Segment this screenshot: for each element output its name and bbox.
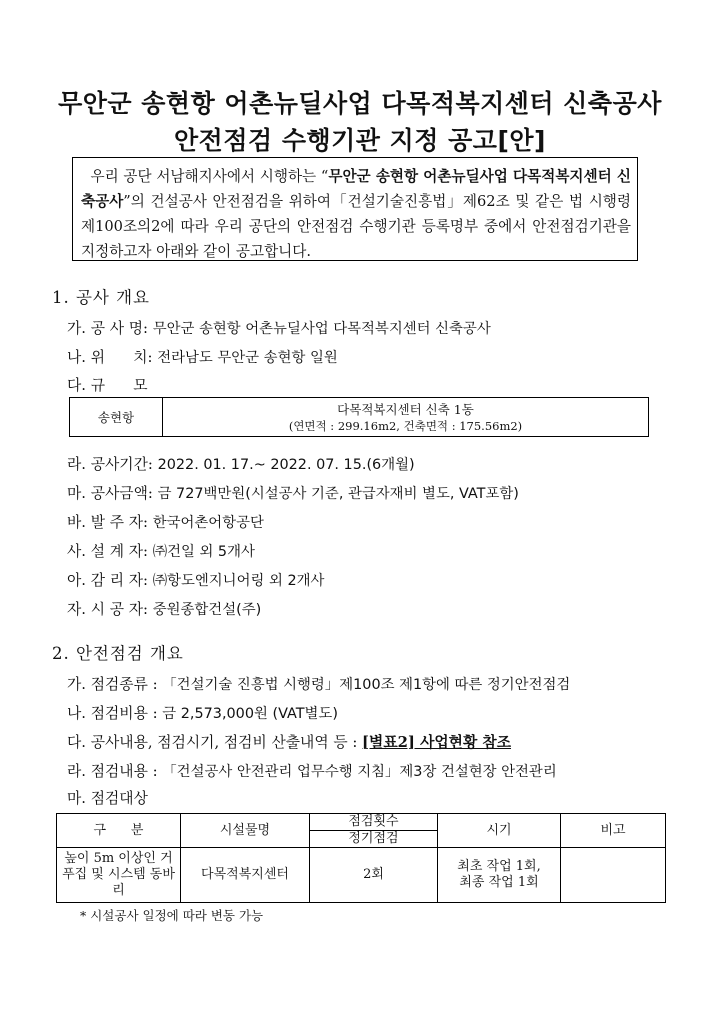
header-remarks: 비고 <box>561 814 666 848</box>
header-count-sub: 정기점검 <box>310 831 438 848</box>
client-label: 바. 발 주 자: <box>67 514 153 531</box>
header-facility: 시설물명 <box>181 814 310 848</box>
row-remarks <box>561 848 666 903</box>
row-timing-last: 최종 작업 1회 <box>459 875 539 890</box>
scale-facility: 다목적복지센터 신축 1동 <box>337 402 474 417</box>
amount-label: 마. 공사금액: <box>67 485 158 502</box>
row-facility: 다목적복지센터 <box>181 848 310 903</box>
contractor-label: 자. 시 공 자: <box>67 601 153 618</box>
inspection-target-label: 마. 점검대상 <box>67 790 148 807</box>
contractor-line <box>67 598 261 619</box>
period-line <box>67 453 415 474</box>
inspection-content-line <box>67 760 557 781</box>
row-timing-first: 최초 작업 1회, <box>457 859 541 874</box>
details-reference: [별표2] 사업현황 참조 <box>362 734 511 751</box>
supervisor-label: 아. 감 리 자: <box>67 572 153 589</box>
supervisor-value: ㈜항도엔지니어링 외 2개사 <box>152 573 325 589</box>
amount-line <box>67 482 519 503</box>
scale-line <box>67 374 148 395</box>
scale-site-cell: 송현항 <box>70 398 163 437</box>
location-value: 전라남도 무안군 송현항 일원 <box>157 350 338 366</box>
location-line <box>67 346 338 367</box>
project-name-value: 무안군 송현항 어촌뉴딜사업 다목적복지센터 신축공사 <box>152 321 491 337</box>
intro-text-2: ”의 건설공사 안전점검을 위하여「건설기술진흥법」제62조 및 같은 법 시행령 제100조의2에 따라 우리 공단의 안전점검 수행기관 등록명부 중에서 안전점검기관을 지정하고자 아래와 같이 공고합니다. <box>81 193 631 260</box>
designer-value: ㈜건일 외 5개사 <box>152 544 255 560</box>
contractor-value: 중원종합건설(주) <box>152 602 262 618</box>
inspection-target-table <box>56 813 666 903</box>
title-line-2: 안전점검 수행기관 지정 공고[안] <box>174 126 546 155</box>
details-line <box>67 731 511 752</box>
details-label: 다. 공사내용, 점검시기, 점검비 산출내역 등 : <box>67 734 363 751</box>
inspection-cost-value: 금 2,573,000원 (VAT별도) <box>162 706 338 722</box>
period-label: 라. 공사기간: <box>67 456 158 473</box>
header-category <box>57 814 181 848</box>
location-label: 나. 위 치: <box>67 349 158 366</box>
intro-text-1: 우리 공단 서남해지사에서 시행하는 “ <box>90 168 329 185</box>
inspection-content-label: 라. 점검내용 : <box>67 763 163 780</box>
inspection-cost-label: 나. 점검비용 : <box>67 705 163 722</box>
title-line-1: 무안군 송현항 어촌뉴딜사업 다목적복지센터 신축공사 <box>58 89 662 118</box>
intro-project-name: 무안군 송현항 어촌뉴딜사업 다목적복지센터 신축공사 <box>81 168 632 210</box>
scale-label: 다. 규 모 <box>67 377 148 394</box>
inspection-content-value: 「건설공사 안전관리 업무수행 지침」제3장 건설현장 안전관리 <box>162 764 557 780</box>
scale-facility-cell <box>163 398 649 437</box>
inspection-type-value: 「건설기술 진흥법 시행령」제100조 제1항에 따른 정기안전점검 <box>162 677 571 693</box>
inspection-cost-line <box>67 702 338 723</box>
row-category: 높이 5m 이상인 거푸집 및 시스템 동바리 <box>57 848 181 903</box>
intro-box <box>72 157 638 261</box>
header-category-text: 구 분 <box>93 822 144 838</box>
amount-value: 금 727백만원(시설공사 기준, 관급자재비 별도, VAT포함) <box>157 486 519 502</box>
row-timing <box>438 848 561 903</box>
inspection-type-line <box>67 673 570 694</box>
inspection-type-label: 가. 점검종류 : <box>67 676 163 693</box>
client-line <box>67 511 264 532</box>
section2-heading: 2. 안전점검 개요 <box>52 644 184 663</box>
scale-table <box>69 397 649 437</box>
client-value: 한국어촌어항공단 <box>152 515 264 531</box>
designer-line <box>67 540 255 561</box>
project-name-line <box>67 317 491 338</box>
supervisor-line <box>67 569 324 590</box>
schedule-note: * 시설공사 일정에 따라 변동 가능 <box>80 908 264 923</box>
scale-area: (연면적 : 299.16m2, 건축면적 : 175.56m2) <box>288 419 523 433</box>
inspection-target-line <box>67 787 148 808</box>
project-name-label: 가. 공 사 명: <box>67 320 153 337</box>
row-count: 2회 <box>310 848 438 903</box>
header-count: 점검횟수 <box>310 814 438 831</box>
period-value: 2022. 01. 17.~ 2022. 07. 15.(6개월) <box>157 457 415 473</box>
section1-heading: 1. 공사 개요 <box>52 288 150 307</box>
header-timing: 시기 <box>438 814 561 848</box>
designer-label: 사. 설 계 자: <box>67 543 153 560</box>
